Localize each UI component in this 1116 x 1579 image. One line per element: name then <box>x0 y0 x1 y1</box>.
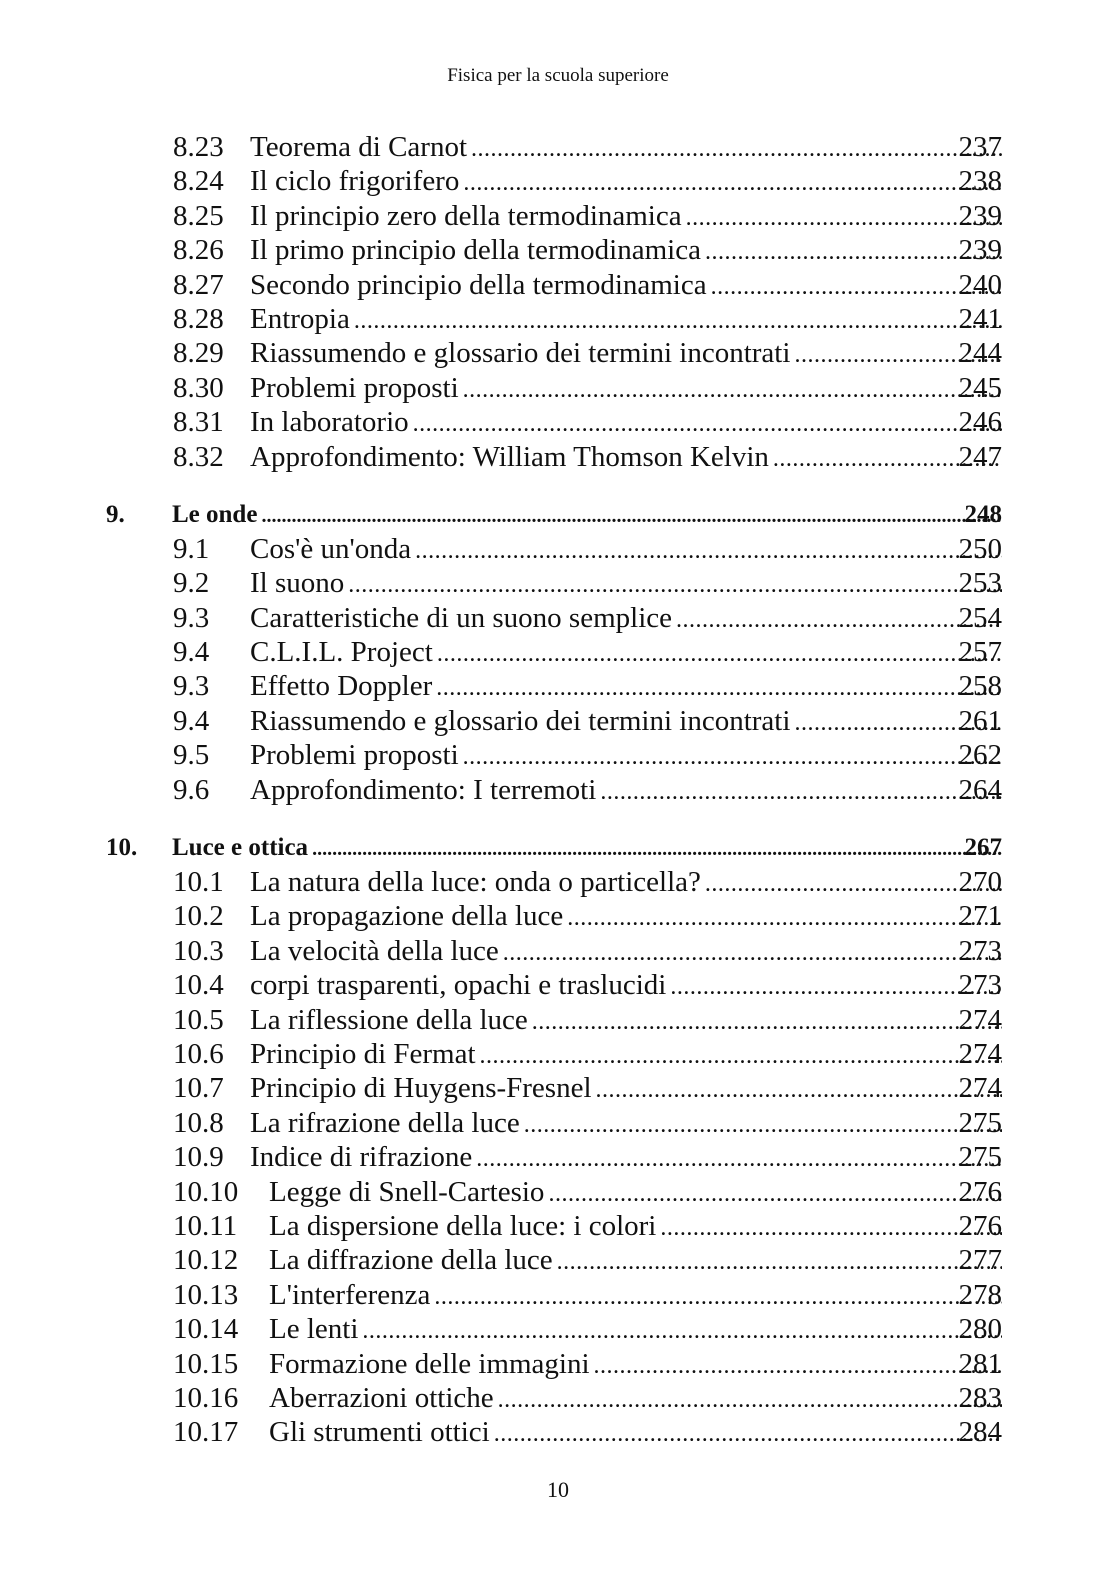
entry-title: La riflessione della luce <box>250 1003 528 1036</box>
entry-page: 237 <box>958 131 1002 163</box>
entry-page: 284 <box>958 1416 1002 1449</box>
dot-leader <box>705 867 1002 901</box>
dot-leader <box>261 499 1002 533</box>
dot-leader <box>596 1073 1002 1107</box>
entry-title: Riassumendo e glossario dei termini incontrati <box>250 337 791 370</box>
entry-number: 9.3 <box>173 601 210 634</box>
dot-leader <box>557 1245 1002 1279</box>
toc-entry[interactable] <box>0 405 1116 439</box>
entry-page: 239 <box>958 234 1002 267</box>
dot-leader <box>670 970 1002 1004</box>
entry-title: Riassumendo e glossario dei termini incontrati <box>250 704 791 737</box>
entry-number: 10.4 <box>173 969 224 1002</box>
entry-page: 273 <box>958 969 1002 1002</box>
entry-title: Entropia <box>250 302 350 335</box>
toc-entry[interactable] <box>0 934 1116 968</box>
entry-title: Secondo principio della termodinamica <box>250 268 707 301</box>
dot-leader <box>660 1211 1002 1245</box>
toc-entry[interactable] <box>0 773 1116 807</box>
entry-number: 10.14 <box>173 1313 239 1346</box>
entry-page: 246 <box>958 406 1002 439</box>
entry-page: 258 <box>958 670 1002 703</box>
entry-page: 274 <box>958 1072 1002 1105</box>
toc-entry[interactable] <box>0 1347 1116 1381</box>
toc-entry[interactable] <box>0 1106 1116 1140</box>
entry-number: 9.4 <box>173 636 210 669</box>
toc-entry[interactable] <box>0 233 1116 267</box>
toc-entry[interactable] <box>0 130 1116 164</box>
dot-leader <box>348 568 1002 602</box>
dot-leader <box>463 166 1002 200</box>
entry-page: 239 <box>958 199 1002 232</box>
entry-number: 10.5 <box>173 1003 224 1036</box>
entry-number: 10.8 <box>173 1106 224 1139</box>
entry-title: La propagazione della luce <box>250 900 564 933</box>
toc-entry[interactable] <box>0 1209 1116 1243</box>
entry-page: 253 <box>958 567 1002 600</box>
entry-title: Approfondimento: I terremoti <box>250 773 597 806</box>
entry-number: 10.11 <box>173 1209 238 1242</box>
dot-leader <box>676 603 1002 637</box>
entry-title: Formazione delle immagini <box>269 1347 590 1380</box>
entry-number: 10.16 <box>173 1381 239 1414</box>
dot-leader <box>362 1314 1002 1348</box>
entry-title: Gli strumenti ottici <box>269 1416 490 1449</box>
dot-leader <box>415 534 1002 568</box>
dot-leader <box>476 1142 1002 1176</box>
entry-page: 264 <box>958 773 1002 806</box>
entry-title: Principio di Huygens-Fresnel <box>250 1072 592 1105</box>
entry-number: 9.4 <box>173 704 210 737</box>
toc-entry[interactable] <box>0 1243 1116 1277</box>
toc-entry[interactable] <box>0 635 1116 669</box>
chapter-page: 248 <box>964 500 1002 528</box>
toc-entry[interactable] <box>0 1071 1116 1105</box>
entry-title: Legge di Snell-Cartesio <box>269 1175 545 1208</box>
entry-page: 274 <box>958 1037 1002 1070</box>
entry-number: 9.2 <box>173 567 210 600</box>
toc-entry[interactable] <box>0 704 1116 738</box>
toc-entry[interactable] <box>0 164 1116 198</box>
entry-number: 10.7 <box>173 1072 224 1105</box>
dot-leader <box>434 1280 1002 1314</box>
toc-entry[interactable] <box>0 669 1116 703</box>
dot-leader <box>471 132 1002 166</box>
chapter-number: 10. <box>106 834 138 862</box>
entry-title: Approfondimento: William Thomson Kelvin <box>250 440 769 473</box>
toc-entry[interactable] <box>0 1415 1116 1449</box>
dot-leader <box>463 373 1002 407</box>
entry-number: 10.15 <box>173 1347 239 1380</box>
toc-entry[interactable] <box>0 199 1116 233</box>
entry-page: 241 <box>958 302 1002 335</box>
entry-title: La velocità della luce <box>250 934 499 967</box>
toc-entry[interactable] <box>0 371 1116 405</box>
entry-title: Effetto Doppler <box>250 670 433 703</box>
entry-number: 10.10 <box>173 1175 239 1208</box>
toc-entry[interactable] <box>0 1312 1116 1346</box>
dot-leader <box>480 1039 1002 1073</box>
entry-page: 277 <box>958 1244 1002 1277</box>
table-of-contents <box>0 130 1116 1450</box>
entry-title: In laboratorio <box>250 406 409 439</box>
chapter-page: 267 <box>964 834 1002 862</box>
running-header: Fisica per la scuola superiore <box>447 65 669 86</box>
toc-entry[interactable] <box>0 1140 1116 1174</box>
entry-title: Caratteristiche di un suono semplice <box>250 601 673 634</box>
dot-leader <box>600 775 1002 809</box>
entry-number: 9.1 <box>173 532 210 565</box>
entry-number: 10.13 <box>173 1278 239 1311</box>
entry-title: La diffrazione della luce <box>269 1244 553 1277</box>
dot-leader <box>413 407 1002 441</box>
entry-title: Aberrazioni ottiche <box>269 1381 494 1414</box>
entry-page: 254 <box>958 601 1002 634</box>
entry-number: 8.31 <box>173 406 224 439</box>
entry-number: 10.6 <box>173 1037 224 1070</box>
entry-number: 10.17 <box>173 1416 239 1449</box>
entry-page: 244 <box>958 337 1002 370</box>
entry-number: 8.25 <box>173 199 224 232</box>
entry-page: 280 <box>958 1313 1002 1346</box>
dot-leader <box>312 832 1002 866</box>
chapter-title: Luce e ottica <box>172 834 309 862</box>
entry-page: 283 <box>958 1381 1002 1414</box>
entry-number: 8.27 <box>173 268 224 301</box>
dot-leader <box>594 1349 1002 1383</box>
entry-number: 8.26 <box>173 234 224 267</box>
toc-entry[interactable] <box>0 1381 1116 1415</box>
entry-page: 274 <box>958 1003 1002 1036</box>
entry-page: 275 <box>958 1141 1002 1174</box>
entry-title: Indice di rifrazione <box>250 1141 473 1174</box>
toc-entry[interactable] <box>0 1175 1116 1209</box>
entry-title: Le lenti <box>269 1313 359 1346</box>
entry-number: 10.3 <box>173 934 224 967</box>
dot-leader <box>567 901 1002 935</box>
entry-page: 273 <box>958 934 1002 967</box>
entry-number: 8.24 <box>173 165 224 198</box>
entry-title: L'interferenza <box>269 1278 431 1311</box>
entry-number: 9.5 <box>173 739 210 772</box>
entry-title: C.L.I.L. Project <box>250 636 433 669</box>
entry-page: 271 <box>958 900 1002 933</box>
dot-leader <box>524 1108 1002 1142</box>
dot-leader <box>548 1177 1002 1211</box>
entry-page: 250 <box>958 532 1002 565</box>
toc-chapter-10[interactable] <box>0 831 1116 865</box>
toc-entry[interactable] <box>0 1037 1116 1071</box>
entry-number: 8.32 <box>173 440 224 473</box>
entry-title: Principio di Fermat <box>250 1037 476 1070</box>
entry-page: 245 <box>958 371 1002 404</box>
entry-title: Il suono <box>250 567 345 600</box>
dot-leader <box>503 936 1002 970</box>
dot-leader <box>354 304 1002 338</box>
chapter-number: 9. <box>106 500 125 528</box>
toc-entry[interactable] <box>0 601 1116 635</box>
entry-page: 278 <box>958 1278 1002 1311</box>
toc-entry[interactable] <box>0 336 1116 370</box>
entry-page: 257 <box>958 636 1002 669</box>
entry-page: 261 <box>958 704 1002 737</box>
entry-title: Cos'è un'onda <box>250 532 412 565</box>
dot-leader <box>437 637 1002 671</box>
entry-title: corpi trasparenti, opachi e traslucidi <box>250 969 667 1002</box>
chapter-title: Le onde <box>172 500 258 528</box>
toc-entry[interactable] <box>0 268 1116 302</box>
entry-number: 9.6 <box>173 773 210 806</box>
page-number: 10 <box>547 1477 569 1502</box>
entry-title: Il principio zero della termodinamica <box>250 199 682 232</box>
toc-entry[interactable] <box>0 968 1116 1002</box>
entry-number: 10.1 <box>173 866 224 899</box>
entry-number: 8.28 <box>173 302 224 335</box>
entry-title: Il primo principio della termodinamica <box>250 234 701 267</box>
entry-title: La dispersione della luce: i colori <box>269 1209 657 1242</box>
toc-entry[interactable] <box>0 1003 1116 1037</box>
entry-number: 10.2 <box>173 900 224 933</box>
dot-leader <box>436 671 1002 705</box>
entry-number: 10.9 <box>173 1141 224 1174</box>
entry-number: 8.30 <box>173 371 224 404</box>
toc-entry[interactable] <box>0 1278 1116 1312</box>
toc-chapter-9[interactable] <box>0 498 1116 532</box>
entry-title: La natura della luce: onda o particella? <box>250 866 701 899</box>
toc-entry[interactable] <box>0 302 1116 336</box>
entry-page: 262 <box>958 739 1002 772</box>
toc-entry[interactable] <box>0 865 1116 899</box>
toc-entry[interactable] <box>0 440 1116 474</box>
toc-entry[interactable] <box>0 566 1116 600</box>
entry-page: 270 <box>958 866 1002 899</box>
toc-entry[interactable] <box>0 738 1116 772</box>
entry-page: 281 <box>958 1347 1002 1380</box>
entry-page: 276 <box>958 1209 1002 1242</box>
dot-leader <box>532 1005 1002 1039</box>
dot-leader <box>705 235 1002 269</box>
entry-number: 8.23 <box>173 131 224 163</box>
toc-entry[interactable] <box>0 899 1116 933</box>
entry-number: 9.3 <box>173 670 210 703</box>
toc-entry[interactable] <box>0 532 1116 566</box>
entry-number: 8.29 <box>173 337 224 370</box>
entry-page: 275 <box>958 1106 1002 1139</box>
entry-page: 238 <box>958 165 1002 198</box>
dot-leader <box>498 1383 1002 1417</box>
entry-page: 276 <box>958 1175 1002 1208</box>
entry-title: La rifrazione della luce <box>250 1106 520 1139</box>
dot-leader <box>463 740 1002 774</box>
entry-page: 247 <box>958 440 1002 473</box>
entry-title: Problemi proposti <box>250 739 459 772</box>
entry-number: 10.12 <box>173 1244 239 1277</box>
dot-leader <box>686 201 1002 235</box>
entry-page: 240 <box>958 268 1002 301</box>
entry-title: Il ciclo frigorifero <box>250 165 460 198</box>
dot-leader <box>494 1417 1002 1451</box>
entry-title: Teorema di Carnot <box>250 131 468 163</box>
entry-title: Problemi proposti <box>250 371 459 404</box>
